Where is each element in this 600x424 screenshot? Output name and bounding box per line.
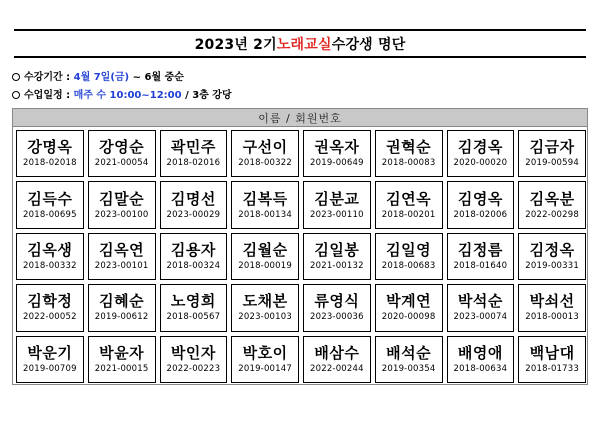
member-number: 2018-00332 bbox=[23, 260, 77, 271]
student-cell bbox=[16, 181, 84, 228]
page-title bbox=[14, 29, 586, 58]
student-name: 김용자 bbox=[170, 240, 216, 259]
student-cell bbox=[447, 336, 515, 383]
member-number: 2019-00331 bbox=[525, 260, 579, 271]
student-cell bbox=[518, 336, 586, 383]
member-number: 2018-00634 bbox=[453, 363, 508, 374]
member-number: 2021-00132 bbox=[310, 260, 364, 271]
member-number: 2018-01733 bbox=[525, 363, 579, 374]
student-name: 권옥자 bbox=[314, 138, 360, 157]
student-name: 김영옥 bbox=[457, 189, 503, 208]
student-cell bbox=[375, 336, 443, 383]
student-cell bbox=[16, 336, 84, 383]
member-number: 2018-00322 bbox=[238, 158, 292, 169]
student-cell bbox=[88, 130, 156, 177]
student-cell bbox=[518, 233, 586, 280]
student-name: 배석순 bbox=[386, 343, 432, 362]
title-highlight: 노래교실 bbox=[276, 36, 332, 53]
student-cell bbox=[375, 284, 443, 331]
student-cell bbox=[16, 130, 84, 177]
student-name: 노영희 bbox=[170, 292, 216, 311]
student-name: 박운기 bbox=[27, 343, 73, 362]
student-name: 강명옥 bbox=[27, 138, 73, 157]
schedule-location: / 3층 강당 bbox=[181, 90, 232, 101]
member-number: 2018-00683 bbox=[381, 260, 436, 271]
student-name: 김연옥 bbox=[386, 189, 432, 208]
member-number: 2019-00594 bbox=[525, 158, 579, 169]
student-cell bbox=[375, 130, 443, 177]
student-cell bbox=[88, 336, 156, 383]
student-table bbox=[12, 108, 588, 385]
student-name: 구선이 bbox=[242, 138, 288, 157]
student-cell bbox=[303, 336, 371, 383]
member-number: 2018-00134 bbox=[238, 209, 292, 220]
student-cell bbox=[160, 181, 228, 228]
member-number: 2023-00100 bbox=[94, 209, 149, 220]
member-number: 2022-00052 bbox=[23, 312, 77, 323]
student-name: 도채본 bbox=[242, 292, 288, 311]
student-cell bbox=[447, 130, 515, 177]
student-name: 권혁순 bbox=[386, 138, 432, 157]
student-cell bbox=[518, 284, 586, 331]
student-cell bbox=[16, 233, 84, 280]
student-name: 김옥분 bbox=[529, 189, 575, 208]
student-name: 김정름 bbox=[457, 240, 503, 259]
member-number: 2019-00147 bbox=[238, 363, 292, 374]
student-name: 김분교 bbox=[314, 189, 360, 208]
member-number: 2020-00098 bbox=[381, 312, 436, 323]
student-cell bbox=[518, 130, 586, 177]
member-number: 2023-00101 bbox=[94, 260, 149, 271]
student-cell bbox=[231, 233, 299, 280]
table-header: 이름 / 회원번호 bbox=[13, 109, 587, 127]
member-number: 2018-00201 bbox=[381, 209, 436, 220]
period-end: ~ 6월 중순 bbox=[129, 72, 184, 83]
member-number: 2018-00083 bbox=[381, 158, 436, 169]
member-number: 2018-00019 bbox=[238, 260, 292, 271]
student-cell bbox=[231, 284, 299, 331]
member-number: 2018-02016 bbox=[166, 158, 221, 169]
student-name: 김정옥 bbox=[529, 240, 575, 259]
student-cell bbox=[16, 284, 84, 331]
student-cell bbox=[375, 233, 443, 280]
student-name: 곽민주 bbox=[170, 138, 216, 157]
student-name: 박윤자 bbox=[99, 343, 145, 362]
student-cell bbox=[447, 284, 515, 331]
student-name: 김복득 bbox=[242, 189, 288, 208]
circle-bullet-icon bbox=[12, 73, 20, 81]
student-cell bbox=[303, 130, 371, 177]
member-number: 2018-00567 bbox=[166, 312, 221, 323]
student-name: 김말순 bbox=[99, 189, 145, 208]
student-cell bbox=[160, 336, 228, 383]
student-cell bbox=[88, 181, 156, 228]
title-prefix: 2023년 2기 bbox=[194, 36, 277, 53]
member-number: 2019-00709 bbox=[23, 363, 77, 374]
member-number: 2022-00244 bbox=[310, 363, 364, 374]
member-number: 2022-00223 bbox=[166, 363, 221, 374]
student-cell bbox=[160, 284, 228, 331]
student-name: 김일영 bbox=[386, 240, 432, 259]
member-number: 2023-00103 bbox=[238, 312, 292, 323]
circle-bullet-icon bbox=[12, 91, 20, 99]
member-number: 2023-00036 bbox=[310, 312, 364, 323]
student-name: 박계연 bbox=[386, 292, 432, 311]
student-name: 김월순 bbox=[242, 240, 288, 259]
member-number: 2018-00013 bbox=[525, 312, 579, 323]
member-number: 2023-00110 bbox=[310, 209, 364, 220]
student-cell bbox=[518, 181, 586, 228]
student-name: 김금자 bbox=[529, 138, 575, 157]
member-number: 2019-00649 bbox=[310, 158, 364, 169]
student-cell bbox=[447, 181, 515, 228]
member-number: 2023-00074 bbox=[453, 312, 508, 323]
student-name: 박호이 bbox=[242, 343, 288, 362]
member-number: 2022-00298 bbox=[525, 209, 579, 220]
title-suffix: 수강생 명단 bbox=[331, 36, 406, 53]
student-name: 박쇠선 bbox=[529, 292, 575, 311]
student-name: 배영애 bbox=[457, 343, 503, 362]
student-name: 김옥생 bbox=[27, 240, 73, 259]
schedule-label: 수업일정 : bbox=[24, 90, 74, 101]
student-cell bbox=[447, 233, 515, 280]
member-number: 2018-01640 bbox=[453, 260, 508, 271]
student-name: 강영순 bbox=[99, 138, 145, 157]
schedule-time: 매주 수 10:00~12:00 bbox=[73, 90, 182, 101]
student-name: 배삼수 bbox=[314, 343, 360, 362]
student-name: 김혜순 bbox=[99, 292, 145, 311]
student-grid bbox=[16, 130, 586, 383]
student-name: 김옥연 bbox=[99, 240, 145, 259]
member-number: 2021-00054 bbox=[94, 158, 149, 169]
student-name: 김학정 bbox=[27, 292, 73, 311]
member-number: 2019-00354 bbox=[381, 363, 436, 374]
student-cell bbox=[231, 130, 299, 177]
student-cell bbox=[160, 233, 228, 280]
student-cell bbox=[88, 284, 156, 331]
student-cell bbox=[88, 233, 156, 280]
member-number: 2021-00015 bbox=[94, 363, 149, 374]
student-cell bbox=[303, 233, 371, 280]
course-period bbox=[12, 72, 184, 84]
member-number: 2018-00695 bbox=[23, 209, 77, 220]
student-name: 박인자 bbox=[170, 343, 216, 362]
member-number: 2018-02018 bbox=[23, 158, 77, 169]
student-name: 김경옥 bbox=[457, 138, 503, 157]
student-cell bbox=[231, 336, 299, 383]
period-label: 수강기간 : bbox=[24, 72, 74, 83]
student-cell bbox=[375, 181, 443, 228]
student-name: 박석순 bbox=[457, 292, 503, 311]
period-start: 4월 7일(금) bbox=[73, 72, 130, 83]
student-name: 김득수 bbox=[27, 189, 73, 208]
class-schedule bbox=[12, 90, 232, 102]
member-number: 2019-00612 bbox=[94, 312, 149, 323]
student-cell bbox=[231, 181, 299, 228]
student-cell bbox=[303, 284, 371, 331]
student-name: 류영식 bbox=[314, 292, 360, 311]
student-name: 김일봉 bbox=[314, 240, 360, 259]
student-cell bbox=[160, 130, 228, 177]
student-cell bbox=[303, 181, 371, 228]
member-number: 2020-00020 bbox=[453, 158, 508, 169]
student-name: 김명선 bbox=[170, 189, 216, 208]
student-name: 백남대 bbox=[529, 343, 575, 362]
member-number: 2018-02006 bbox=[453, 209, 508, 220]
member-number: 2018-00324 bbox=[166, 260, 221, 271]
member-number: 2023-00029 bbox=[166, 209, 221, 220]
